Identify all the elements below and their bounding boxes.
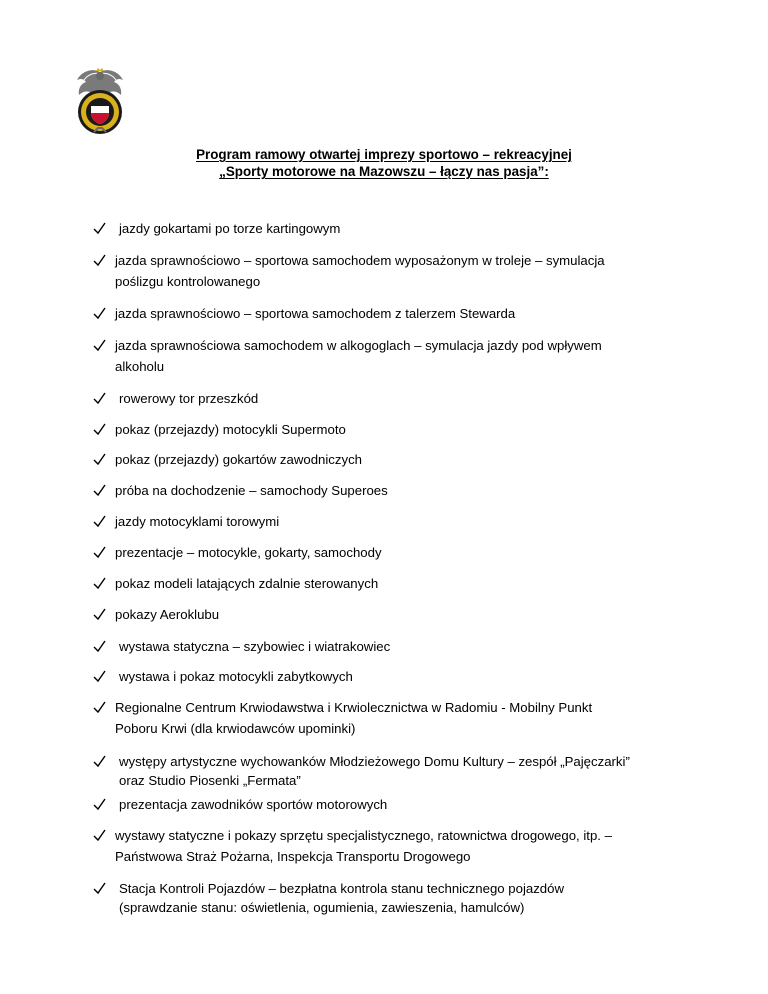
checkmark-icon [93, 222, 106, 235]
checkmark-icon [93, 423, 106, 436]
title-line-1: Program ramowy otwartej imprezy sportowo – rekreacyjnej [196, 147, 572, 162]
checkmark-icon [93, 339, 106, 352]
checkmark-icon [93, 829, 106, 842]
checkmark-icon [93, 882, 106, 895]
checkmark-icon [93, 755, 106, 768]
checkmark-icon [93, 608, 106, 621]
checkmark-icon [93, 392, 106, 405]
checkmark-icon [93, 670, 106, 683]
checkmark-icon [93, 546, 106, 559]
checkmark-icon [93, 484, 106, 497]
checkmark-icon [93, 798, 106, 811]
title-line-2: „Sporty motorowe na Mazowszu – łączy nas pasja”: [219, 164, 549, 179]
checkmark-icon [93, 577, 106, 590]
checkmark-icon [93, 701, 106, 714]
checkmark-icon [93, 307, 106, 320]
program-list: jazdy gokartami po torze kartingowym jazda sprawnościowo – sportowa samochodem wyposażonym w troleje – symulacja poślizgu kontrolowanego jazda sprawnościowo – sportowa samochodem z talerzem Stewarda jazda sprawnościowa samochodem w alkogoglach – symulacja jazdy pod wpływem alkoholu rowerowy tor przeszkód pokaz (przejazdy) motocykli Supermoto pokaz (przejazdy) gokartów zawodniczych próba na dochodzenie – samochody Superoes jazdy motocyklami torowymi prezentacje – motocykle, gokarty, samochody pokaz modeli latających zdalnie sterowanych pokazy Aeroklubu wystawa statyczna – szybowiec i wiatrakowiec wystawa i pokaz motocykli zabytkowych Regionalne Centrum Krwiodawstwa i Krwiolecznictwa w Radomiu - Mobilny Punkt Poboru Krwi (dla krwiodawców upominki) występy artystyczne wychowanków Młodzieżowego Domu Kultury – zespół „Pajęczarki” oraz Studio Piosenki „Fermata” prezentacja zawodników sportów motorowych wystawy statyczne i pokazy sprzętu specjalistycznego, ratownictwa drogowego, itp. – Państwowa Straż Pożarna, Inspekcja Transportu Drogowego Stacja Kontroli Pojazdów – bezpłatna kontrola stanu technicznego pojazdów (sprawdzanie stanu: oświetlenia, ogumienia, zawieszenia, hamulców) [0, 0, 768, 994]
checkmark-icon [93, 640, 106, 653]
checkmark-icon [93, 254, 106, 267]
checkmark-icon [93, 453, 106, 466]
checkmark-icon [93, 515, 106, 528]
